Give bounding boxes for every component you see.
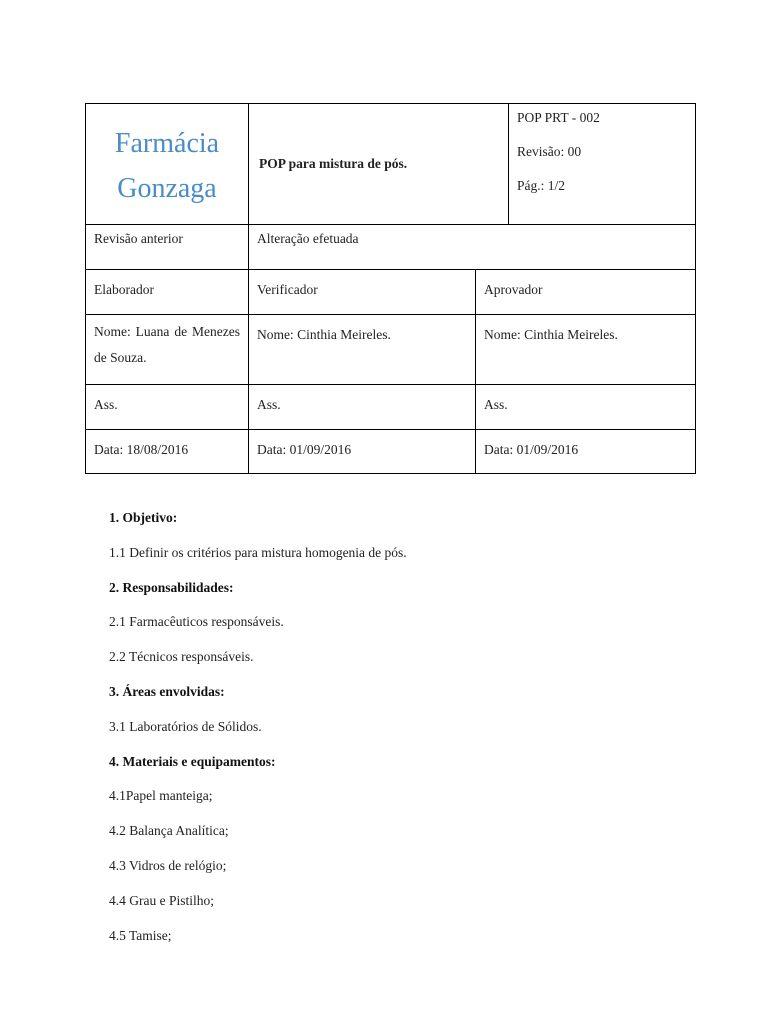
section-item: 2.1 Farmacêuticos responsáveis. <box>109 614 284 630</box>
section-item: 1.1 Definir os critérios para mistura homogenia de pós. <box>109 544 407 560</box>
elaborator-date: Data: 18/08/2016 <box>86 430 249 474</box>
verifier-label: Verificador <box>249 270 476 315</box>
logo-line-2: Gonzaga <box>117 173 217 204</box>
logo-line-1: Farmácia <box>114 128 220 159</box>
section-item: 3.1 Laboratórios de Sólidos. <box>109 718 262 734</box>
section-heading: 3. Áreas envolvidas: <box>109 683 225 699</box>
header-row-roles <box>86 270 696 315</box>
previous-revision-label: Revisão anterior <box>86 225 249 270</box>
elaborator-signature: Ass. <box>86 385 249 430</box>
section-item: 4.4 Grau e Pistilho; <box>109 892 214 908</box>
section-heading: 4. Materiais e equipamentos: <box>109 753 276 769</box>
section-heading: 1. Objetivo: <box>109 510 178 525</box>
elaborator-name: Nome: Luana de Menezes de Souza. <box>86 315 249 385</box>
section-item: 4.3 Vidros de relógio; <box>109 857 227 873</box>
approver-name: Nome: Cinthia Meireles. <box>476 315 696 385</box>
elaborator-label: Elaborador <box>86 270 249 315</box>
document-page-number: Pág.: 1/2 <box>517 178 566 193</box>
document-code: POP PRT - 002 <box>517 110 600 125</box>
header-row-revision <box>86 225 696 270</box>
document-title: POP para mistura de pós. <box>249 104 509 225</box>
header-table <box>85 103 696 474</box>
section-item: 4.2 Balança Analítica; <box>109 823 229 839</box>
verifier-signature: Ass. <box>249 385 476 430</box>
change-made-label: Alteração efetuada <box>249 225 696 270</box>
section-item: 4.5 Tamise; <box>109 927 172 943</box>
approver-label: Aprovador <box>476 270 696 315</box>
document-body <box>109 505 669 957</box>
header-row-title <box>86 104 696 225</box>
approver-date: Data: 01/09/2016 <box>476 430 696 474</box>
section-heading: 2. Responsabilidades: <box>109 579 234 595</box>
verifier-name: Nome: Cinthia Meireles. <box>249 315 476 385</box>
document-meta <box>509 104 696 225</box>
section-item: 4.1Papel manteiga; <box>109 788 213 804</box>
verifier-date: Data: 01/09/2016 <box>249 430 476 474</box>
approver-signature: Ass. <box>476 385 696 430</box>
header-row-dates <box>86 430 696 474</box>
document-revision: Revisão: 00 <box>517 144 582 159</box>
logo <box>86 104 249 225</box>
header-row-signatures <box>86 385 696 430</box>
section-item: 2.2 Técnicos responsáveis. <box>109 649 254 665</box>
header-row-names <box>86 315 696 385</box>
